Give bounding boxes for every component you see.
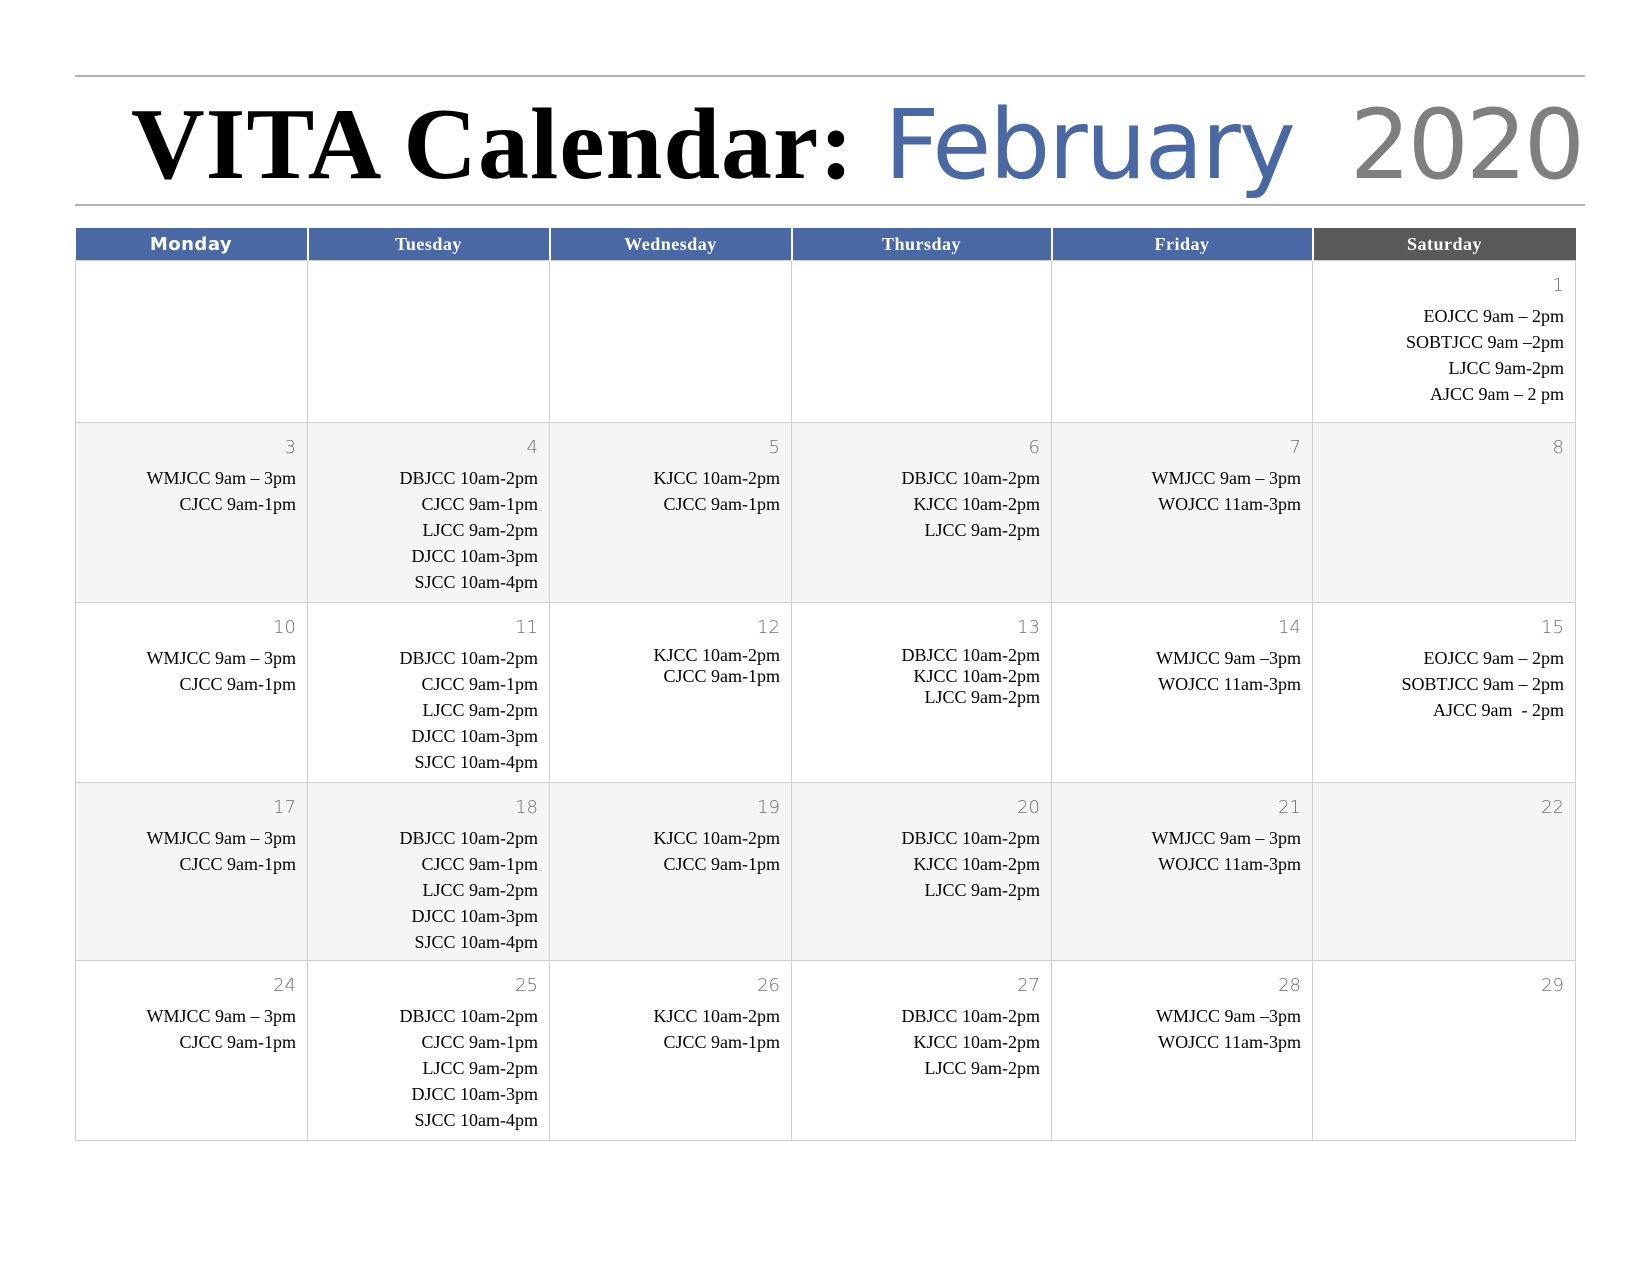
event-entry: AJCC 9am – 2 pm	[1429, 384, 1564, 404]
weekday-header-friday: Friday	[1052, 228, 1313, 261]
calendar-day-cell	[308, 423, 550, 603]
calendar-week-row	[76, 261, 1576, 423]
calendar-week-row	[76, 423, 1576, 603]
event-entry: EOJCC 9am – 2pm	[1423, 648, 1564, 668]
calendar-week-row	[76, 603, 1576, 783]
calendar-day-cell	[1313, 961, 1576, 1141]
day-number: 15	[1541, 617, 1564, 638]
day-number	[558, 275, 780, 297]
event-entry: KJCC 10am-2pm	[653, 828, 780, 848]
weekday-header-saturday: Saturday	[1313, 228, 1576, 261]
event-entry: CJCC 9am-1pm	[421, 1032, 538, 1052]
event-entry: WMJCC 9am –3pm	[1155, 1006, 1301, 1026]
day-number: 21	[1278, 797, 1301, 818]
event-entry: DBJCC 10am-2pm	[399, 648, 538, 668]
event-entry: KJCC 10am-2pm	[653, 645, 780, 665]
event-entry: DJCC 10am-3pm	[411, 546, 538, 566]
day-number: 18	[515, 797, 538, 818]
day-number: 6	[1028, 437, 1040, 458]
event-entry: DJCC 10am-3pm	[411, 906, 538, 926]
day-number: 26	[757, 975, 780, 996]
event-entry: WMJCC 9am – 3pm	[146, 648, 296, 668]
event-entry: KJCC 10am-2pm	[913, 854, 1040, 874]
event-entry: KJCC 10am-2pm	[653, 468, 780, 488]
event-entry: LJCC 9am-2pm	[422, 700, 538, 720]
calendar-day-cell	[308, 261, 550, 423]
calendar-day-cell	[308, 783, 550, 961]
calendar-day-cell	[550, 603, 792, 783]
calendar-day-cell	[792, 261, 1052, 423]
calendar-day-cell	[550, 261, 792, 423]
weekday-header-row	[76, 228, 1576, 261]
event-entry: SJCC 10am-4pm	[414, 572, 538, 592]
event-entry: DJCC 10am-3pm	[411, 726, 538, 746]
weekday-header-wednesday: Wednesday	[550, 228, 792, 261]
event-entry: CJCC 9am-1pm	[421, 494, 538, 514]
day-number	[84, 275, 296, 297]
title-bottom-divider	[75, 204, 1585, 206]
event-entry: LJCC 9am-2pm	[924, 1058, 1040, 1078]
calendar-week-row	[76, 783, 1576, 961]
event-entry: CJCC 9am-1pm	[663, 1032, 780, 1052]
event-entry: SJCC 10am-4pm	[414, 752, 538, 772]
calendar-body	[76, 261, 1576, 1141]
calendar-day-cell	[308, 961, 550, 1141]
calendar-grid	[75, 228, 1576, 1141]
event-entry: WMJCC 9am – 3pm	[1151, 828, 1301, 848]
event-entry: AJCC 9am - 2pm	[1432, 700, 1564, 720]
day-number: 5	[768, 437, 780, 458]
day-number: 13	[1017, 617, 1040, 638]
event-entry: WMJCC 9am –3pm	[1155, 648, 1301, 668]
event-entry: CJCC 9am-1pm	[179, 854, 296, 874]
day-number: 10	[273, 617, 296, 638]
calendar-day-cell	[792, 603, 1052, 783]
event-entry: DBJCC 10am-2pm	[901, 645, 1040, 665]
event-entry: EOJCC 9am – 2pm	[1423, 306, 1564, 326]
day-number: 14	[1278, 617, 1301, 638]
day-number	[316, 275, 538, 297]
day-number: 19	[757, 797, 780, 818]
calendar-day-cell	[792, 423, 1052, 603]
event-entry: DBJCC 10am-2pm	[399, 1006, 538, 1026]
event-entry: DBJCC 10am-2pm	[901, 828, 1040, 848]
event-entry: WMJCC 9am – 3pm	[146, 1006, 296, 1026]
calendar-day-cell	[1052, 961, 1313, 1141]
day-number: 4	[526, 437, 538, 458]
calendar-day-cell	[1052, 603, 1313, 783]
event-entry: WMJCC 9am – 3pm	[146, 468, 296, 488]
day-number: 7	[1289, 437, 1301, 458]
calendar-day-cell	[550, 783, 792, 961]
event-entry: WOJCC 11am-3pm	[1158, 674, 1301, 694]
event-entry: LJCC 9am-2pm	[422, 1058, 538, 1078]
event-entry: DBJCC 10am-2pm	[901, 1006, 1040, 1026]
event-entry: KJCC 10am-2pm	[653, 1006, 780, 1026]
calendar-day-cell	[1052, 423, 1313, 603]
event-entry: LJCC 9am-2pm	[924, 880, 1040, 900]
day-number: 17	[273, 797, 296, 818]
event-entry: WMJCC 9am – 3pm	[146, 828, 296, 848]
day-number: 29	[1541, 975, 1564, 996]
calendar-day-cell	[1052, 261, 1313, 423]
weekday-header-thursday: Thursday	[792, 228, 1052, 261]
day-number: 3	[284, 437, 296, 458]
title-year: 2020	[1349, 89, 1582, 201]
calendar-day-cell	[76, 783, 308, 961]
calendar-day-cell	[1313, 261, 1576, 423]
event-entry: WMJCC 9am – 3pm	[1151, 468, 1301, 488]
event-entry: SJCC 10am-4pm	[414, 932, 538, 952]
calendar-day-cell	[792, 783, 1052, 961]
weekday-header-monday: Monday	[76, 228, 308, 261]
event-entry: KJCC 10am-2pm	[913, 1032, 1040, 1052]
event-entry: LJCC 9am-2pm	[924, 520, 1040, 540]
day-number	[1060, 275, 1301, 297]
event-entry: SJCC 10am-4pm	[414, 1110, 538, 1130]
event-entry: SOBTJCC 9am –2pm	[1405, 332, 1564, 352]
calendar-day-cell	[550, 423, 792, 603]
page-title	[131, 86, 1582, 202]
calendar-day-cell	[792, 961, 1052, 1141]
event-entry: CJCC 9am-1pm	[179, 1032, 296, 1052]
event-entry: CJCC 9am-1pm	[179, 494, 296, 514]
day-number: 28	[1278, 975, 1301, 996]
event-entry: DBJCC 10am-2pm	[399, 468, 538, 488]
event-entry: WOJCC 11am-3pm	[1158, 494, 1301, 514]
day-number: 24	[273, 975, 296, 996]
event-entry: CJCC 9am-1pm	[663, 494, 780, 514]
title-main: VITA Calendar:	[130, 88, 855, 201]
event-entry: WOJCC 11am-3pm	[1158, 1032, 1301, 1052]
calendar-day-cell	[1313, 603, 1576, 783]
event-entry: CJCC 9am-1pm	[421, 854, 538, 874]
event-entry: SOBTJCC 9am – 2pm	[1401, 674, 1564, 694]
calendar-day-cell	[76, 603, 308, 783]
event-entry: DBJCC 10am-2pm	[399, 828, 538, 848]
event-entry: KJCC 10am-2pm	[913, 494, 1040, 514]
day-number: 20	[1017, 797, 1040, 818]
calendar-day-cell	[76, 961, 308, 1141]
event-entry: WOJCC 11am-3pm	[1158, 854, 1301, 874]
day-number: 25	[515, 975, 538, 996]
event-entry: DBJCC 10am-2pm	[901, 468, 1040, 488]
calendar-day-cell	[1052, 783, 1313, 961]
event-entry: CJCC 9am-1pm	[421, 674, 538, 694]
calendar-day-cell	[308, 603, 550, 783]
weekday-header-tuesday: Tuesday	[308, 228, 550, 261]
event-entry: KJCC 10am-2pm	[913, 666, 1040, 686]
day-number: 1	[1552, 275, 1564, 296]
calendar-day-cell	[76, 423, 308, 603]
event-entry: CJCC 9am-1pm	[179, 674, 296, 694]
calendar-day-cell	[1313, 423, 1576, 603]
event-entry: CJCC 9am-1pm	[663, 854, 780, 874]
event-entry: LJCC 9am-2pm	[422, 520, 538, 540]
calendar-day-cell	[76, 261, 308, 423]
day-number: 27	[1017, 975, 1040, 996]
calendar-day-cell	[550, 961, 792, 1141]
calendar-week-row	[76, 961, 1576, 1141]
day-number: 8	[1552, 437, 1564, 458]
event-entry: CJCC 9am-1pm	[663, 666, 780, 686]
event-entry: LJCC 9am-2pm	[1448, 358, 1564, 378]
top-divider	[75, 75, 1585, 77]
day-number: 11	[515, 617, 538, 638]
day-number	[800, 275, 1040, 297]
day-number: 22	[1541, 797, 1564, 818]
title-month: February	[884, 89, 1294, 201]
event-entry: LJCC 9am-2pm	[924, 687, 1040, 707]
event-entry: DJCC 10am-3pm	[411, 1084, 538, 1104]
calendar-day-cell	[1313, 783, 1576, 961]
event-entry: LJCC 9am-2pm	[422, 880, 538, 900]
day-number: 12	[757, 617, 780, 638]
